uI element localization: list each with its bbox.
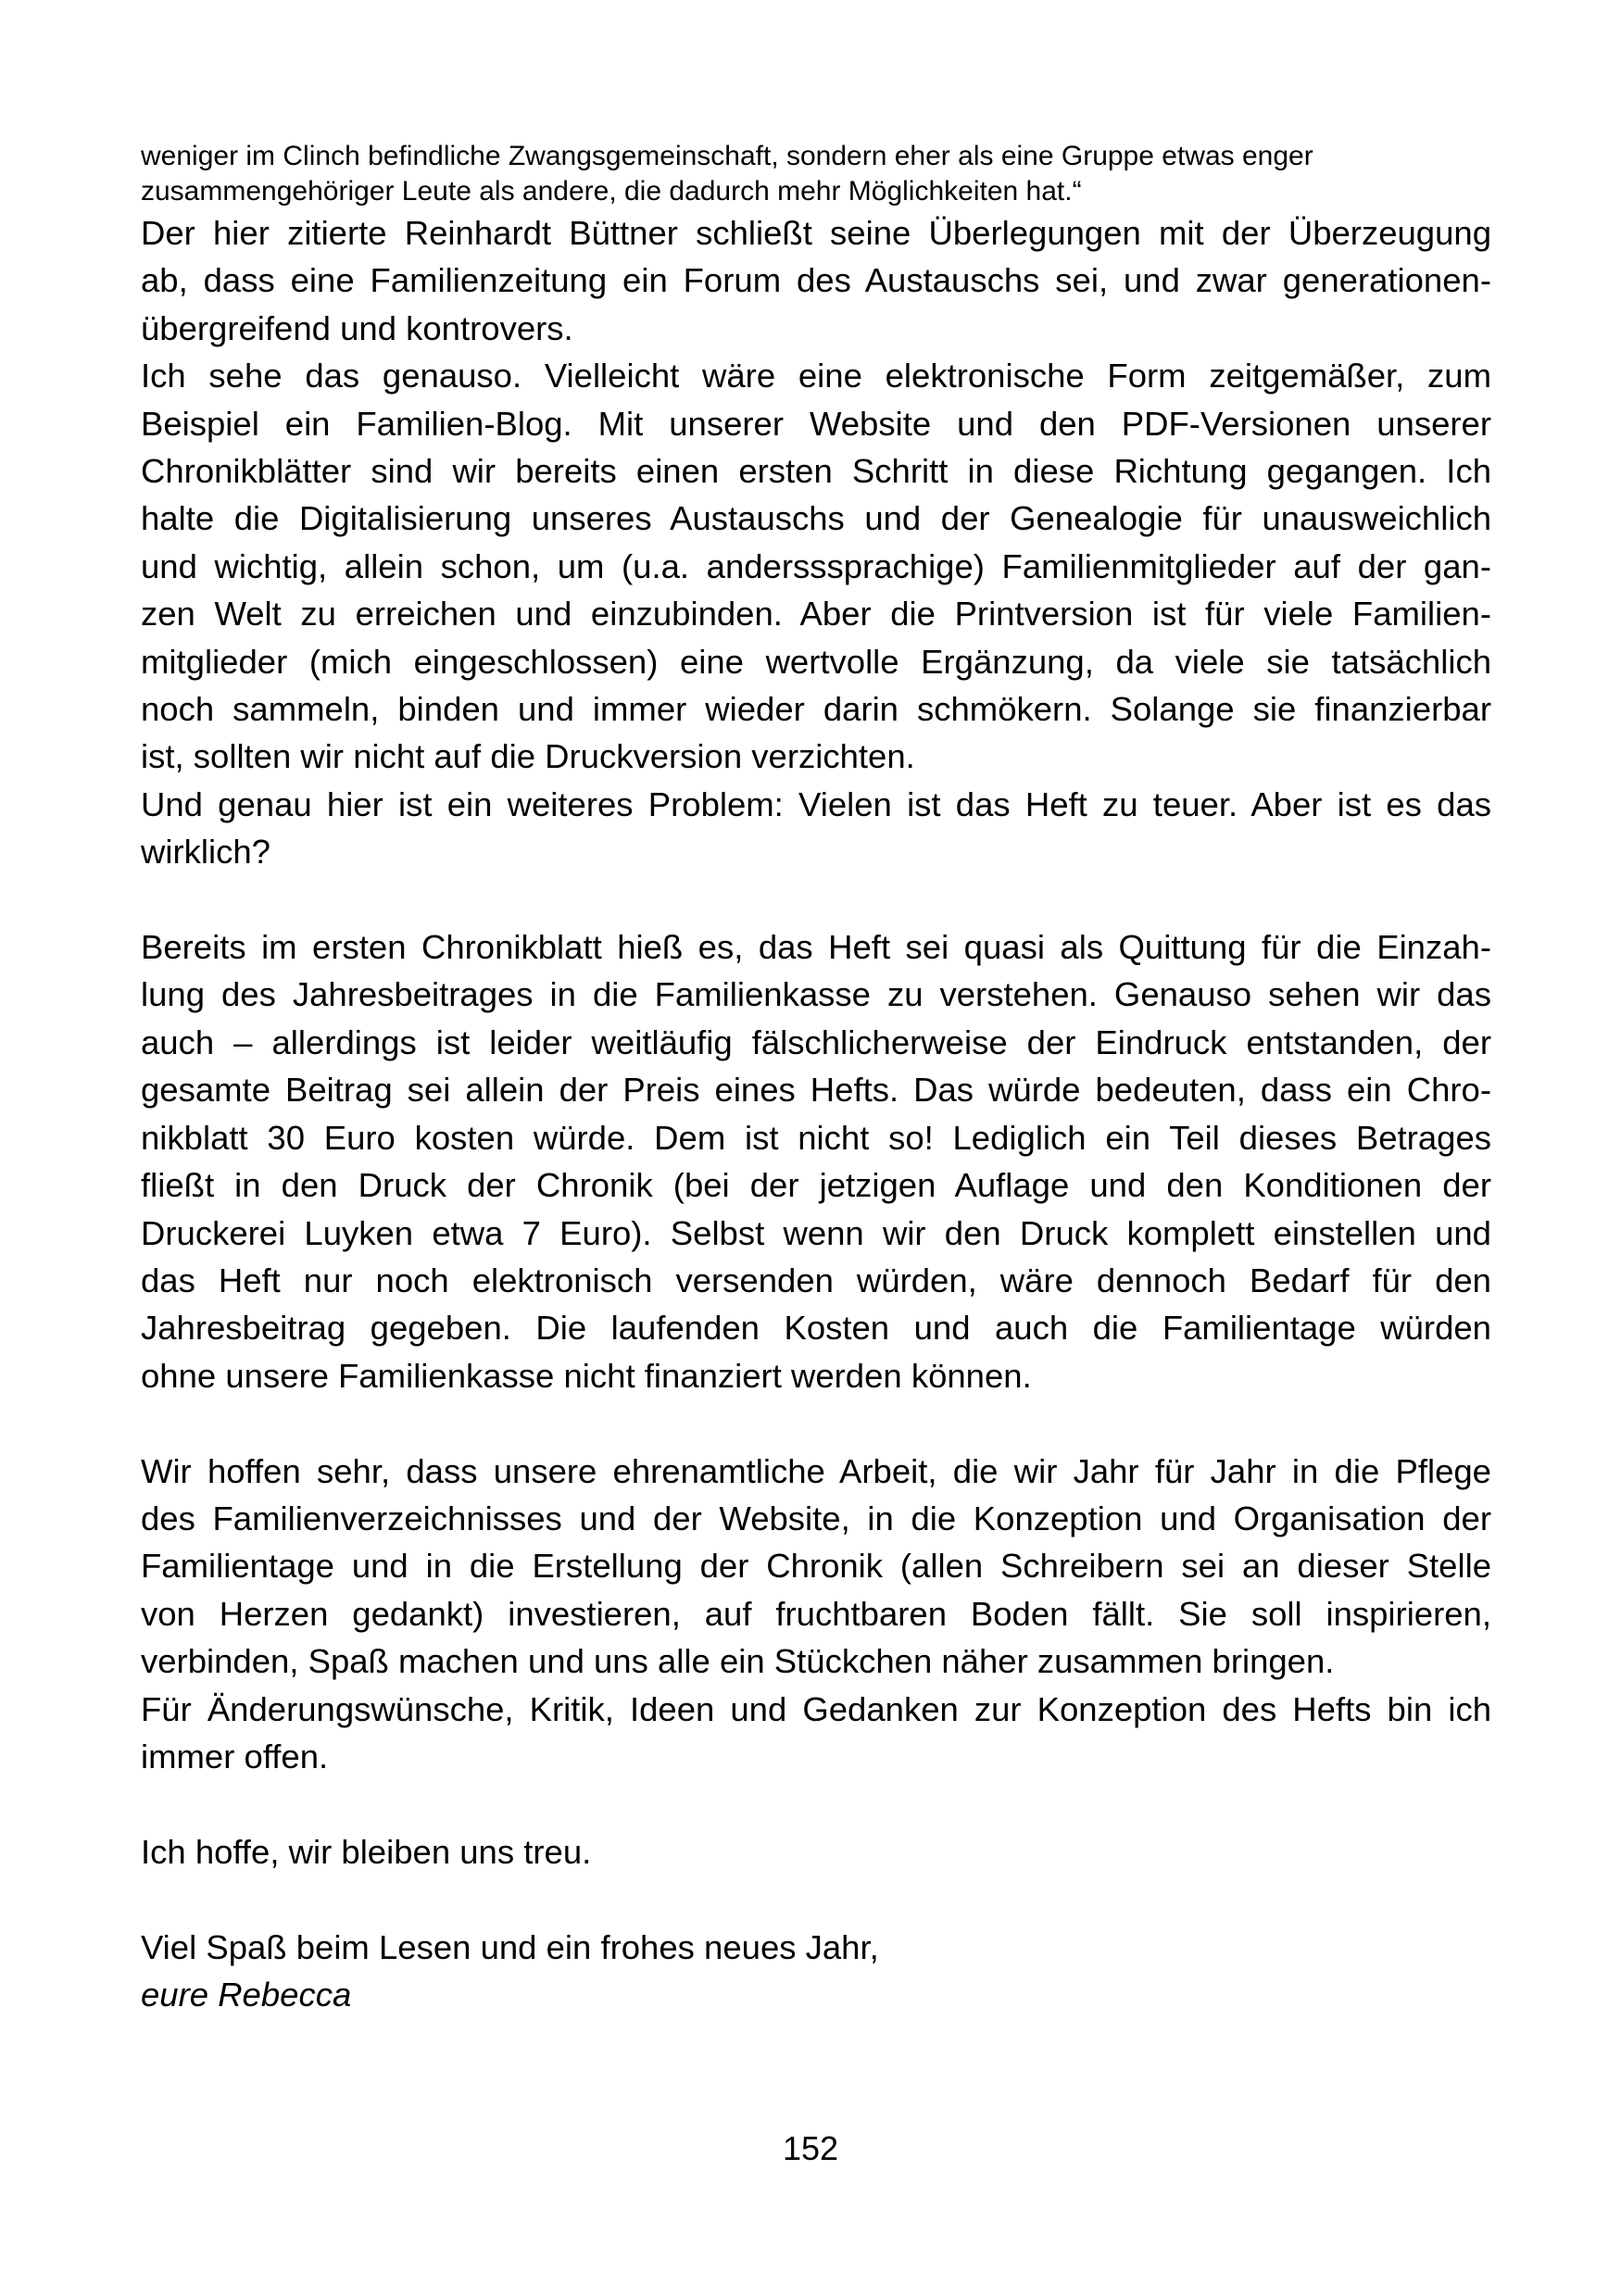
text-line: zen Welt zu erreichen und einzubinden. Aber die Printversion ist für viele Familien-: [141, 595, 1491, 634]
paragraph-gap: [141, 1399, 1491, 1447]
text-line: Und genau hier ist ein weiteres Problem: Vielen ist das Heft zu teuer. Aber ist es das: [141, 784, 1491, 823]
quote-block: [141, 139, 1491, 209]
text-line: Chronikblätter sind wir bereits einen ersten Schritt in diese Richtung gegangen. Ich: [141, 452, 1491, 491]
text-line: Ich hoffe, wir bleiben uns treu.: [141, 1832, 592, 1871]
text-line: ist, sollten wir nicht auf die Druckversion verzichten.: [141, 737, 915, 776]
text-line: ab, dass eine Familienzeitung ein Forum des Austauschs sei, und zwar generationen-: [141, 261, 1491, 300]
page-content: [141, 139, 1491, 2018]
text-column: [141, 209, 1491, 2018]
text-line: Wir hoffen sehr, dass unsere ehrenamtliche Arbeit, die wir Jahr für Jahr in die Pflege: [141, 1451, 1491, 1490]
text-line: Bereits im ersten Chronikblatt hieß es, das Heft sei quasi als Quittung für die Einzah-: [141, 928, 1491, 967]
text-line: von Herzen gedankt) investieren, auf fruchtbaren Boden fällt. Sie soll inspirieren,: [141, 1594, 1491, 1633]
paragraph-7: [141, 1828, 1491, 1876]
quote-line: zusammengehöriger Leute als andere, die dadurch mehr Möglichkeiten hat.“: [141, 176, 1082, 207]
paragraph-6: [141, 1686, 1491, 1781]
text-line: Familientage und in die Erstellung der Chronik (allen Schreibern sei an dieser Stelle: [141, 1547, 1491, 1586]
text-line: nikblatt 30 Euro kosten würde. Dem ist nicht so! Lediglich ein Teil dieses Betrages: [141, 1118, 1491, 1157]
text-line: und wichtig, allein schon, um (u.a. andersssprachige) Familienmitglieder auf der gan-: [141, 546, 1491, 585]
page-number: 152: [782, 2129, 839, 2167]
text-line: halte die Digitalisierung unseres Austauschs und der Genealogie für unausweichlich: [141, 499, 1491, 538]
text-line: ohne unsere Familienkasse nicht finanziert werden können.: [141, 1356, 1032, 1395]
text-line: immer offen.: [141, 1737, 329, 1775]
text-line: mitglieder (mich eingeschlossen) eine wertvolle Ergänzung, da viele sie tatsächlich: [141, 642, 1491, 681]
paragraph-4: [141, 923, 1491, 1399]
text-line: fließt in den Druck der Chronik (bei der jetzigen Auflage und den Konditionen der: [141, 1166, 1491, 1205]
text-line: gesamte Beitrag sei allein der Preis eines Hefts. Das würde bedeuten, dass ein Chro-: [141, 1071, 1491, 1110]
paragraph-2: [141, 352, 1491, 781]
text-line: Viel Spaß beim Lesen und ein frohes neues Jahr,: [141, 1927, 879, 1966]
paragraph-5: [141, 1448, 1491, 1686]
text-line: auch – allerdings ist leider weitläufig fälschlicherweise der Eindruck entstanden, der: [141, 1023, 1491, 1061]
text-line: verbinden, Spaß machen und uns alle ein Stückchen näher zusammen bringen.: [141, 1642, 1335, 1681]
paragraph-gap: [141, 1780, 1491, 1827]
text-line: Beispiel ein Familien-Blog. Mit unserer Website und den PDF-Versionen unserer: [141, 404, 1491, 443]
text-line: Ich sehe das genauso. Vielleicht wäre eine elektronische Form zeitgemäßer, zum: [141, 357, 1491, 395]
text-line: Für Änderungswünsche, Kritik, Ideen und Gedanken zur Konzeption des Hefts bin ich: [141, 1689, 1491, 1728]
text-line: wirklich?: [141, 833, 270, 872]
text-line: Der hier zitierte Reinhardt Büttner schließt seine Überlegungen mit der Überzeugung: [141, 214, 1491, 252]
text-line: übergreifend und kontrovers.: [141, 308, 573, 347]
paragraph-3: [141, 781, 1491, 876]
text-line: Druckerei Luyken etwa 7 Euro). Selbst wenn wir den Druck komplett einstellen und: [141, 1213, 1491, 1252]
paragraph-gap: [141, 1876, 1491, 1923]
signature: eure Rebecca: [141, 1975, 352, 2014]
text-line: des Familienverzeichnisses und der Website, in die Konzeption und Organisation der: [141, 1499, 1491, 1537]
closing: [141, 1924, 1491, 2019]
text-line: noch sammeln, binden und immer wieder darin schmökern. Solange sie finanzierbar: [141, 690, 1491, 729]
text-line: Jahresbeitrag gegeben. Die laufenden Kosten und auch die Familientage würden: [141, 1309, 1491, 1348]
paragraph-gap: [141, 876, 1491, 923]
text-line: lung des Jahresbeitrages in die Familienkasse zu verstehen. Genauso sehen wir das: [141, 975, 1491, 1014]
text-line: das Heft nur noch elektronisch versenden würden, wäre dennoch Bedarf für den: [141, 1261, 1491, 1299]
paragraph-1: [141, 209, 1491, 352]
quote-line: weniger im Clinch befindliche Zwangsgemeinschaft, sondern eher als eine Gruppe etwas enger: [141, 141, 1313, 171]
